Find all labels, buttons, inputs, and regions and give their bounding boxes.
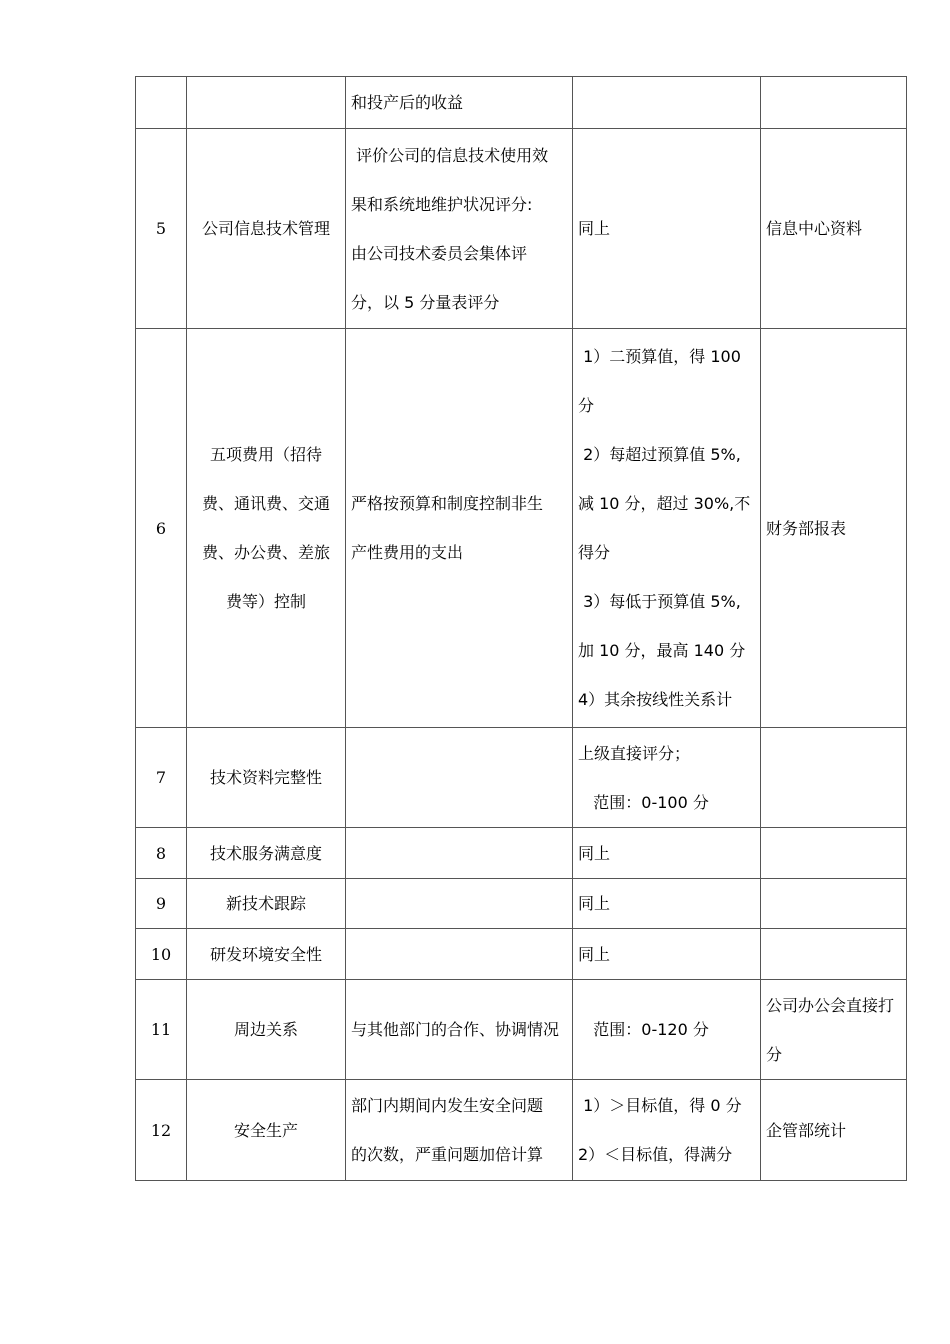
scoring-standard xyxy=(573,828,761,879)
description-line: 严格按预算和制度控制非生 xyxy=(351,494,544,513)
indicator-description xyxy=(346,828,573,879)
indicator-description xyxy=(346,1080,573,1181)
indicator-name xyxy=(187,129,346,329)
source-line: 财务部报表 xyxy=(766,518,847,538)
indicator-description xyxy=(346,129,573,329)
row-number: 10 xyxy=(136,929,187,980)
data-source xyxy=(761,879,907,929)
name-line: 技术服务满意度 xyxy=(209,843,322,863)
description-line: 和投产后的收益 xyxy=(351,93,464,112)
data-source xyxy=(761,929,907,980)
description-line: 评价公司的信息技术使用效 xyxy=(351,145,549,165)
row-number: 8 xyxy=(136,828,187,879)
standard-line: 分 xyxy=(578,396,595,415)
row-number: 5 xyxy=(136,129,187,329)
scoring-standard xyxy=(573,1080,761,1181)
standard-line: 同上 xyxy=(578,894,611,913)
standard-line: 同上 xyxy=(578,219,611,238)
description-line: 部门内期间内发生安全问题 xyxy=(351,1096,544,1115)
source-line: 分 xyxy=(766,1044,783,1064)
row-number: 6 xyxy=(136,329,187,728)
indicator-description xyxy=(346,329,573,728)
standard-line: 2）＜目标值，得满分 xyxy=(578,1145,733,1164)
scoring-standard xyxy=(573,77,761,129)
indicator-description xyxy=(346,77,573,129)
row-number: 7 xyxy=(136,728,187,828)
row-number: 11 xyxy=(136,980,187,1080)
indicator-name xyxy=(187,980,346,1080)
scoring-standard xyxy=(573,129,761,329)
indicator-name xyxy=(187,1080,346,1181)
indicator-description xyxy=(346,929,573,980)
description-line: 产性费用的支出 xyxy=(351,543,464,562)
name-line: 安全生产 xyxy=(233,1120,298,1140)
standard-line: 得分 xyxy=(578,543,611,562)
data-source xyxy=(761,980,907,1080)
name-line: 技术资料完整性 xyxy=(209,768,322,787)
scoring-standard xyxy=(573,879,761,929)
name-line: 周边关系 xyxy=(233,1020,298,1039)
standard-line: 上级直接评分； xyxy=(578,743,691,763)
standard-line: 4）其余按线性关系计 xyxy=(578,690,733,709)
standard-line: 范围：0-120 分 xyxy=(578,1020,709,1039)
description-line: 分，以 5 分量表评分 xyxy=(351,292,500,312)
data-source xyxy=(761,329,907,728)
table-row xyxy=(136,77,907,129)
name-line: 费等）控制 xyxy=(225,592,306,611)
standard-line: 同上 xyxy=(578,944,611,964)
standard-line: 2）每超过预算值 5%, xyxy=(578,445,741,464)
table-row xyxy=(136,329,907,728)
scoring-standard xyxy=(573,329,761,728)
indicator-name xyxy=(187,329,346,728)
indicator-description xyxy=(346,728,573,828)
scoring-standard xyxy=(573,929,761,980)
row-number: 9 xyxy=(136,879,187,929)
standard-line: 加 10 分，最高 140 分 xyxy=(578,641,746,660)
standard-line: 1）二预算值，得 100 xyxy=(578,347,741,366)
kpi-table xyxy=(135,76,907,1181)
standard-line: 减 10 分，超过 30%,不 xyxy=(578,494,751,513)
data-source xyxy=(761,77,907,129)
row-number: 12 xyxy=(136,1080,187,1181)
description-line: 的次数，严重问题加倍计算 xyxy=(351,1145,544,1164)
standard-line: 1）＞目标值，得 0 分 xyxy=(578,1096,742,1115)
row-number xyxy=(136,77,187,129)
table-row xyxy=(136,728,907,828)
source-line: 企管部统计 xyxy=(766,1120,847,1140)
table-row xyxy=(136,828,907,879)
scoring-standard xyxy=(573,728,761,828)
indicator-description xyxy=(346,879,573,929)
name-line: 公司信息技术管理 xyxy=(201,219,330,238)
table-row xyxy=(136,129,907,329)
indicator-name xyxy=(187,728,346,828)
description-line: 果和系统地维护状况评分: xyxy=(351,194,533,214)
name-line: 新技术跟踪 xyxy=(225,894,306,913)
indicator-name xyxy=(187,828,346,879)
description-line: 与其他部门的合作、协调情况 xyxy=(351,1020,560,1039)
name-line: 五项费用（招待 xyxy=(209,445,322,464)
standard-line: 范围：0-100 分 xyxy=(578,792,709,812)
standard-line: 同上 xyxy=(578,843,611,863)
indicator-name xyxy=(187,77,346,129)
data-source xyxy=(761,129,907,329)
name-line: 研发环境安全性 xyxy=(209,944,322,964)
table-row xyxy=(136,1080,907,1181)
standard-line: 3）每低于预算值 5%, xyxy=(578,592,741,611)
indicator-name xyxy=(187,929,346,980)
name-line: 费、通讯费、交通 xyxy=(201,494,330,513)
name-line: 费、办公费、差旅 xyxy=(201,543,330,562)
table-row xyxy=(136,980,907,1080)
data-source xyxy=(761,1080,907,1181)
description-line: 由公司技术委员会集体评 xyxy=(351,243,528,263)
indicator-description xyxy=(346,980,573,1080)
source-line: 信息中心资料 xyxy=(766,219,863,238)
indicator-name xyxy=(187,879,346,929)
source-line: 公司办公会直接打 xyxy=(766,995,895,1015)
data-source xyxy=(761,828,907,879)
table-row xyxy=(136,929,907,980)
table-row xyxy=(136,879,907,929)
scoring-standard xyxy=(573,980,761,1080)
data-source xyxy=(761,728,907,828)
